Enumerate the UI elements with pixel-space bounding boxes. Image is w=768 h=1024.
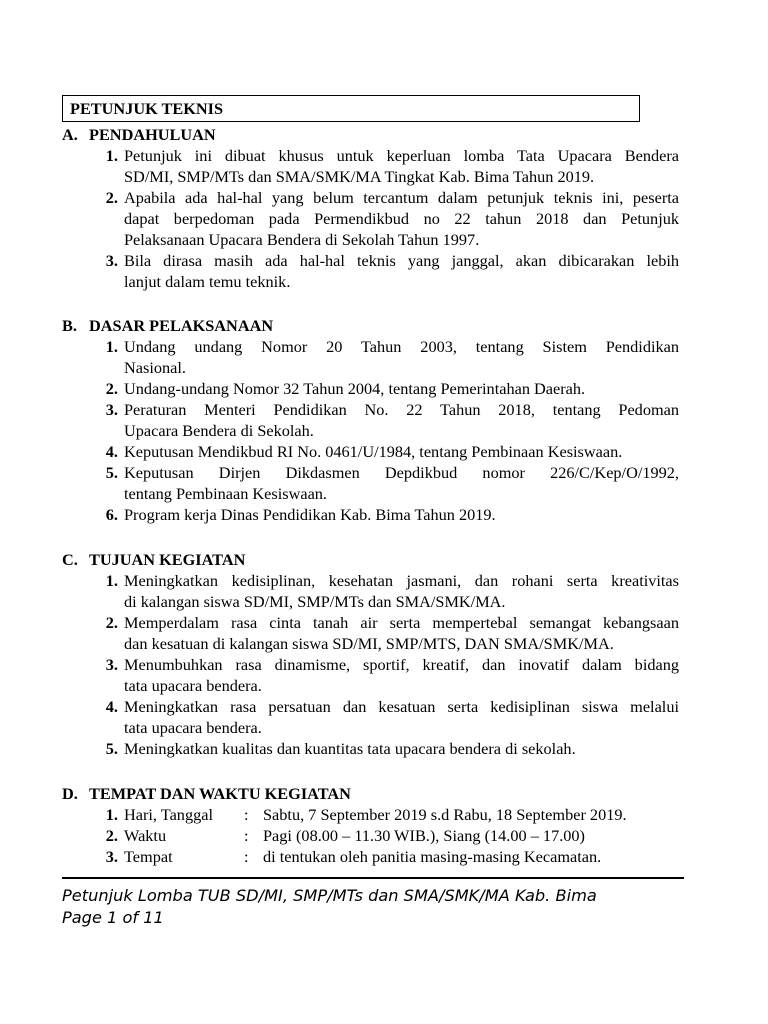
section-heading xyxy=(62,124,682,145)
item-text-line: Undang-undang Nomor 32 Tahun 2004, tentang Pemerintahan Daerah. xyxy=(124,379,586,398)
item-list xyxy=(62,145,682,292)
item-text-line: Apabila ada hal-hal yang belum tercantum dalam petunjuk teknis ini, peserta xyxy=(124,188,679,207)
item-number: 6. xyxy=(105,505,118,524)
list-item xyxy=(62,654,682,696)
item-text-line: Memperdalam rasa cinta tanah air serta mempertebal semangat kebangsaan xyxy=(124,613,679,632)
item-text xyxy=(124,336,679,378)
list-item xyxy=(62,612,682,654)
list-item xyxy=(62,738,682,759)
section-title: PENDAHULUAN xyxy=(89,125,216,144)
item-text-line: Upacara Bendera di Sekolah. xyxy=(124,421,314,440)
item-number: 2. xyxy=(105,613,118,632)
schedule-label: Tempat xyxy=(124,847,173,866)
schedule-colon: : xyxy=(244,805,249,824)
item-text-line: Keputusan Mendikbud RI No. 0461/U/1984, tentang Pembinaan Kesiswaan. xyxy=(124,442,623,461)
item-text-line: Nasional. xyxy=(124,358,186,377)
section-title: TUJUAN KEGIATAN xyxy=(89,550,246,569)
item-text-line: Peraturan Menteri Pendidikan No. 22 Tahun 2018, tentang Pedoman xyxy=(124,400,679,419)
item-text-line: dan kesatuan di kalangan siswa SD/MI, SMP/MTS, DAN SMA/SMK/MA. xyxy=(124,634,614,653)
item-text xyxy=(124,654,679,696)
item-number: 1. xyxy=(105,571,118,590)
item-text-line: di kalangan siswa SD/MI, SMP/MTs dan SMA/SMK/MA. xyxy=(124,592,506,611)
section-letter: A. xyxy=(62,125,78,144)
schedule-colon: : xyxy=(244,826,249,845)
item-number: 4. xyxy=(105,442,118,461)
item-text-line: tentang Pembinaan Kesiswaan. xyxy=(124,484,328,503)
item-text xyxy=(124,145,679,187)
item-text-line: dapat berpedoman pada Permendikbud no 22 tahun 2018 dan Petunjuk xyxy=(124,209,679,228)
item-text-line: Meningkatkan kualitas dan kuantitas tata upacara bendera di sekolah. xyxy=(124,739,576,758)
list-item xyxy=(62,378,682,399)
section-b xyxy=(62,315,682,525)
section-letter: D. xyxy=(62,784,78,803)
list-item xyxy=(62,145,682,187)
item-number: 3. xyxy=(105,655,118,674)
item-number: 3. xyxy=(105,847,118,866)
item-text xyxy=(124,441,679,462)
item-number: 1. xyxy=(105,146,118,165)
item-text xyxy=(124,250,679,292)
item-number: 2. xyxy=(105,826,118,845)
schedule-row xyxy=(62,804,682,825)
item-text-line: tata upacara bendera. xyxy=(124,676,262,695)
schedule-list xyxy=(62,804,682,867)
item-text-line: Meningkatkan rasa persatuan dan kesatuan serta kedisiplinan siswa melalui xyxy=(124,697,679,716)
item-text xyxy=(124,570,679,612)
item-text xyxy=(124,738,679,759)
item-number: 3. xyxy=(105,251,118,270)
page-number: Page 1 of 11 xyxy=(62,908,164,927)
item-list xyxy=(62,336,682,525)
item-number: 5. xyxy=(105,463,118,482)
item-text-line: Meningkatkan kedisiplinan, kesehatan jasmani, dan rohani serta kreativitas xyxy=(124,571,679,590)
item-text-line: Undang undang Nomor 20 Tahun 2003, tentang Sistem Pendidikan xyxy=(124,337,679,356)
item-number: 3. xyxy=(105,400,118,419)
section-heading xyxy=(62,783,682,804)
section-a xyxy=(62,124,682,292)
item-text xyxy=(124,378,679,399)
item-text-line: Program kerja Dinas Pendidikan Kab. Bima Tahun 2019. xyxy=(124,505,496,524)
item-text-line: Menumbuhkan rasa dinamisme, sportif, kreatif, dan inovatif dalam bidang xyxy=(124,655,679,674)
schedule-label: Hari, Tanggal xyxy=(124,805,213,824)
section-d xyxy=(62,783,682,867)
list-item xyxy=(62,441,682,462)
list-item xyxy=(62,462,682,504)
item-text xyxy=(124,696,679,738)
list-item xyxy=(62,336,682,378)
item-text-line: SD/MI, SMP/MTs dan SMA/SMK/MA Tingkat Kab. Bima Tahun 2019. xyxy=(124,167,595,186)
item-number: 1. xyxy=(105,337,118,356)
item-text-line: Keputusan Dirjen Dikdasmen Depdikbud nomor 226/C/Kep/O/1992, xyxy=(124,463,679,482)
section-heading xyxy=(62,315,682,336)
item-text xyxy=(124,187,679,250)
section-title: TEMPAT DAN WAKTU KEGIATAN xyxy=(89,784,351,803)
schedule-value: di tentukan oleh panitia masing-masing Kecamatan. xyxy=(263,847,602,866)
document-title: PETUNJUK TEKNIS xyxy=(70,99,224,118)
footer-title: Petunjuk Lomba TUB SD/MI, SMP/MTs dan SMA/SMK/MA Kab. Bima xyxy=(62,886,597,905)
item-text-line: tata upacara bendera. xyxy=(124,718,262,737)
list-item xyxy=(62,250,682,292)
item-text xyxy=(124,462,679,504)
schedule-value: Sabtu, 7 September 2019 s.d Rabu, 18 September 2019. xyxy=(263,805,627,824)
footer-divider xyxy=(62,877,684,879)
section-title: DASAR PELAKSANAAN xyxy=(89,316,274,335)
item-text xyxy=(124,504,679,525)
list-item xyxy=(62,696,682,738)
item-text-line: Bila dirasa masih ada hal-hal teknis yang janggal, akan dibicarakan lebih xyxy=(124,251,679,270)
item-text xyxy=(124,399,679,441)
item-list xyxy=(62,570,682,759)
item-text-line: Pelaksanaan Upacara Bendera di Sekolah Tahun 1997. xyxy=(124,230,480,249)
section-letter: C. xyxy=(62,550,78,569)
section-letter: B. xyxy=(62,316,77,335)
schedule-row xyxy=(62,825,682,846)
item-number: 5. xyxy=(105,739,118,758)
item-number: 4. xyxy=(105,697,118,716)
schedule-label: Waktu xyxy=(124,826,167,845)
item-number: 2. xyxy=(105,188,118,207)
title-box xyxy=(62,95,640,122)
schedule-row xyxy=(62,846,682,867)
section-heading xyxy=(62,549,682,570)
item-number: 2. xyxy=(105,379,118,398)
schedule-colon: : xyxy=(244,847,249,866)
item-text-line: lanjut dalam temu teknik. xyxy=(124,272,291,291)
item-text-line: Petunjuk ini dibuat khusus untuk keperluan lomba Tata Upacara Bendera xyxy=(124,146,679,165)
list-item xyxy=(62,570,682,612)
item-number: 1. xyxy=(105,805,118,824)
list-item xyxy=(62,187,682,250)
schedule-value: Pagi (08.00 – 11.30 WIB.), Siang (14.00 – 17.00) xyxy=(263,826,585,845)
item-text xyxy=(124,612,679,654)
section-c xyxy=(62,549,682,759)
list-item xyxy=(62,399,682,441)
page-footer xyxy=(62,885,597,929)
list-item xyxy=(62,504,682,525)
